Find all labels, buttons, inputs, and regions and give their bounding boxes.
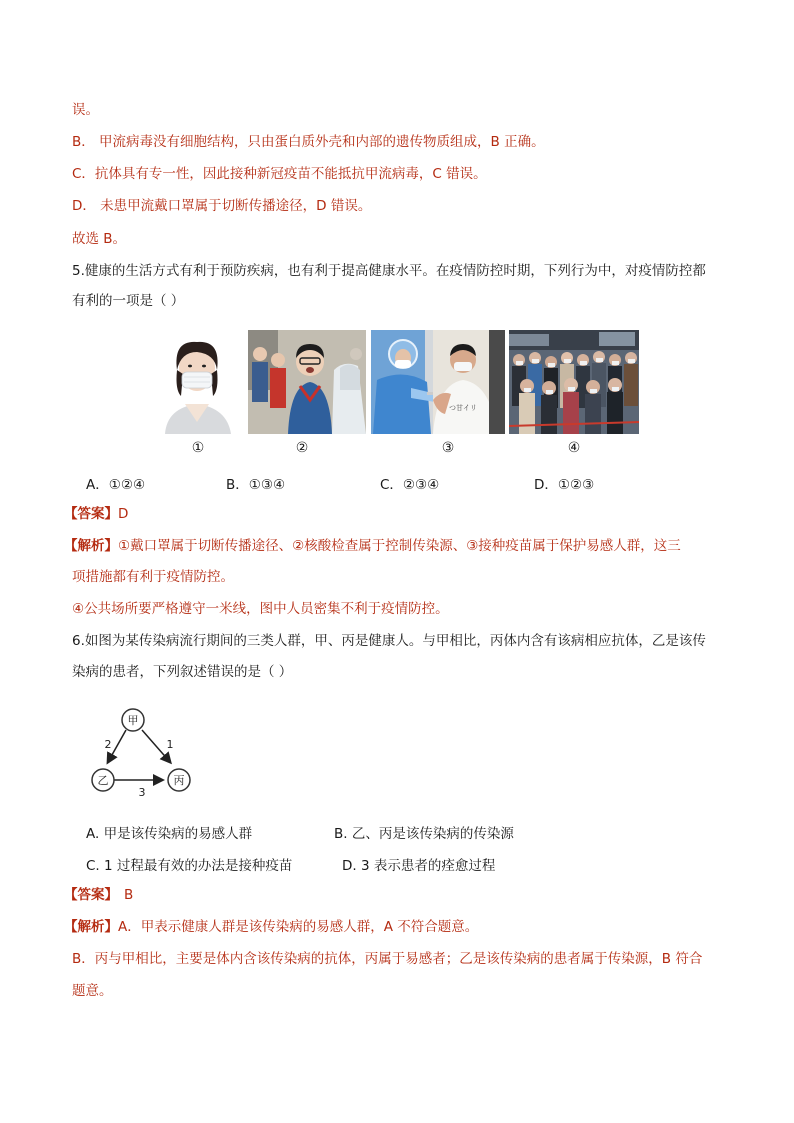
prev-answer-option-b: B． 甲流病毒没有细胞结构，只由蛋白质外壳和内部的遗传物质组成，B 正确。 — [72, 134, 545, 150]
q5-option-b: B．①③④ — [226, 477, 286, 493]
q5-analysis-line1: 【解析】①戴口罩属于切断传播途径、②核酸检查属于控制传染源、③接种疫苗属于保护易感人群，这三 — [64, 538, 681, 554]
q6-stem-line1: 6.如图为某传染病流行期间的三类人群，甲、丙是健康人。与甲相比，丙体内含有该病相应抗体，乙是该传 — [72, 633, 706, 649]
edge-right-label: 1 — [166, 738, 174, 751]
q5-analysis-tag: 【解析】 — [64, 538, 118, 554]
node-top-label: 甲 — [127, 714, 139, 727]
image-label-4: ④ — [567, 440, 581, 456]
image-label-2: ② — [295, 440, 309, 456]
q6-answer-tag: 【答案】 — [64, 887, 118, 903]
q5-answer-tag: 【答案】 — [64, 506, 118, 522]
q6-stem-line2: 染病的患者，下列叙述错误的是（ ） — [72, 664, 293, 680]
photo-vaccination — [371, 330, 505, 434]
image-label-3: ③ — [441, 440, 455, 456]
q6-option-b: B. 乙、丙是该传染病的传染源 — [334, 826, 514, 842]
q5-option-c: C．②③④ — [380, 477, 440, 493]
q6-analysis-line1: 【解析】A．甲表示健康人群是该传染病的易感人群，A 不符合题意。 — [64, 919, 479, 935]
q6-analysis-line3: 题意。 — [72, 983, 113, 999]
edge-bottom-label: 3 — [138, 786, 146, 799]
edge-left-label: 2 — [104, 738, 112, 751]
q5-stem-line1: 5.健康的生活方式有利于预防疾病，也有利于提高健康水平。在疫情防控时期，下列行为中，对疫情防控都 — [72, 263, 706, 279]
q6-answer — [64, 885, 133, 905]
shirt-text: つ甘イリ — [449, 404, 477, 412]
q6-option-d: D. 3 表示患者的痊愈过程 — [342, 858, 496, 874]
q6-triangle-diagram — [86, 700, 216, 800]
prev-answer-option-c: C．抗体具有专一性，因此接种新冠疫苗不能抵抗甲流病毒，C 错误。 — [72, 166, 487, 182]
q5-answer-value: D — [118, 506, 129, 522]
prev-answer-option-d: D． 未患甲流戴口罩属于切断传播途径，D 错误。 — [72, 198, 372, 214]
q6-analysis-line2: B．丙与甲相比，主要是体内含该传染病的抗体，丙属于易感者；乙是该传染病的患者属于传染源，B 符合 — [72, 951, 703, 967]
q6-answer-value: B — [124, 887, 134, 903]
prev-answer-line-end: 误。 — [72, 102, 99, 118]
q6-option-a: A. 甲是该传染病的易感人群 — [86, 826, 253, 842]
q5-option-a: A．①②④ — [86, 477, 146, 493]
q5-analysis-line3: ④公共场所要严格遵守一米线，图中人员密集不利于疫情防控。 — [72, 601, 449, 617]
node-right-label: 丙 — [173, 774, 185, 787]
node-left-label: 乙 — [97, 774, 109, 787]
q6-option-c: C. 1 过程最有效的办法是接种疫苗 — [86, 858, 293, 874]
q5-stem-line2: 有利的一项是（ ） — [72, 293, 185, 309]
q5-analysis-line2: 项措施都有利于疫情防控。 — [72, 569, 234, 585]
photo-crowd — [509, 330, 639, 434]
image-label-1: ① — [191, 440, 205, 456]
prev-answer-conclusion: 故选 B。 — [72, 231, 127, 247]
q6-analysis-tag: 【解析】 — [64, 919, 118, 935]
photo-nucleic-test — [248, 330, 366, 434]
photo-mask-woman — [155, 330, 240, 434]
q5-option-d: D．①②③ — [534, 477, 595, 493]
q5-answer — [64, 504, 128, 524]
